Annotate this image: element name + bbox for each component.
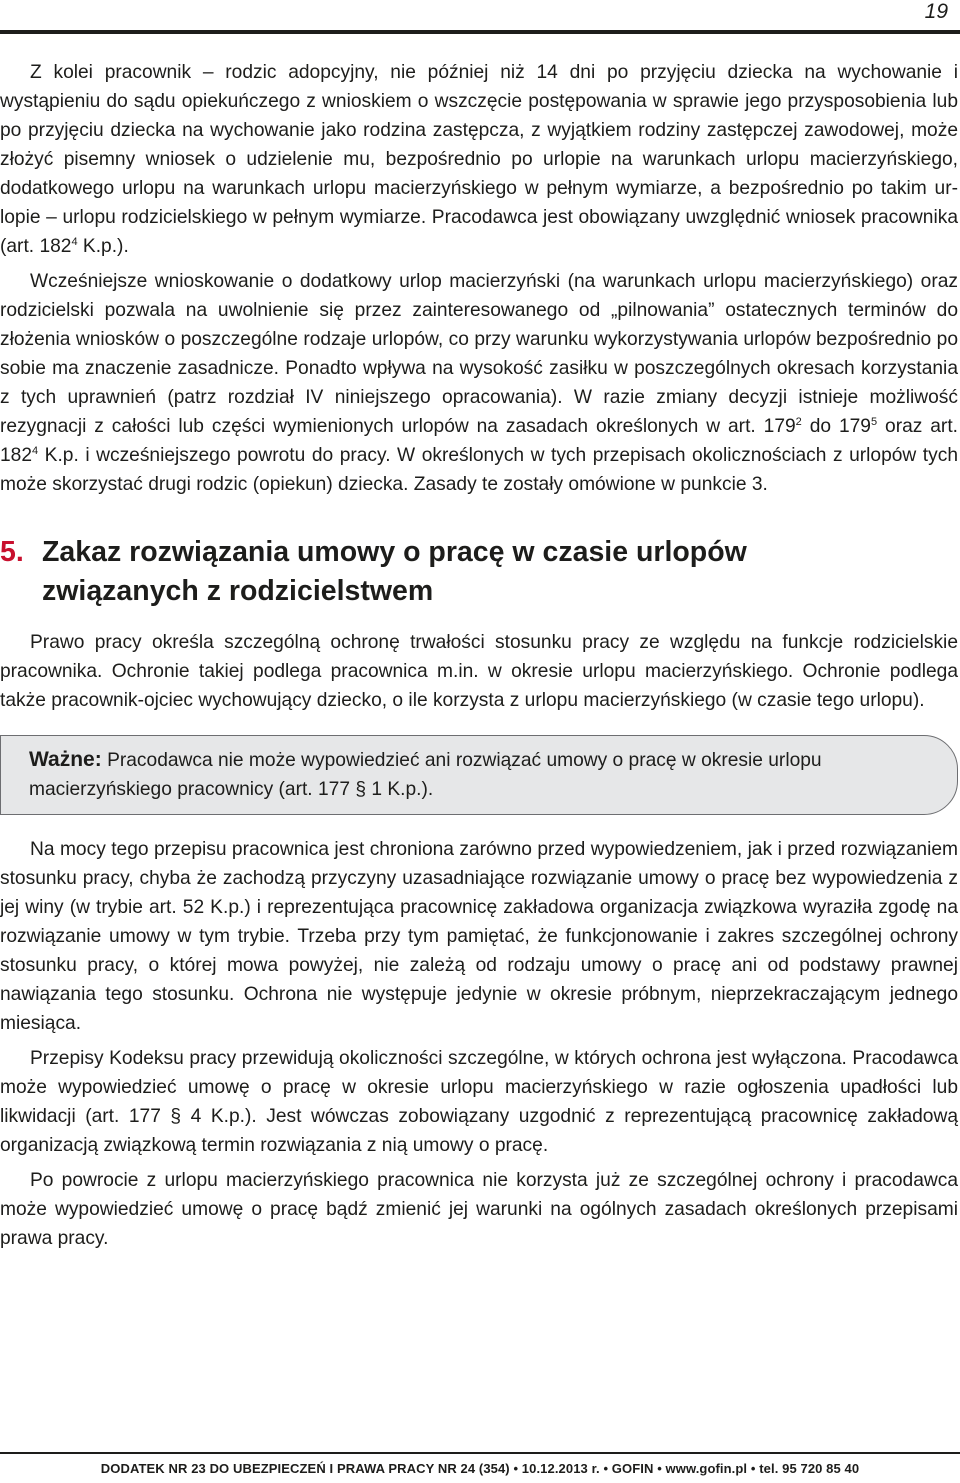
section-title-line-1: Zakaz rozwiązania umowy o pracę w czasie urlopów <box>42 536 747 568</box>
paragraph-text: Z kolei pracownik – rodzic adopcyjny, nie później niż 14 dni po przyjęciu dziecka na wychowanie i wystąpieniu do sądu opiekuńczego z wnioskiem o wszczęcie postępowania w sprawie jego przysposobienia lub po przyjęciu dziecka na wychowanie jako rodzina zastępcza, z wyjątkiem rodziny zastępczej zawodowej, może złożyć pisemny wniosek o udzielenie mu, bezpośrednio po urlopie na warunkach urlopu macierzyńskiego, dodatkowego urlopu na warunkach urlopu macierzyńskiego w pełnym wymiarze, a bezpośrednio po takim urlopie – urlopu rodzicielskiego w pełnym wymiarze. Pracodawca jest obowiązany uwzględnić wniosek pracownika (art. 182 <box>0 62 958 257</box>
paragraph-text: K.p. i wcześniejszego powrotu do pracy. W określonych w tych przepisach okolicznościach z urlopów tych może skorzystać drugi rodzic (opiekun) dziecka. Zasady te zostały omówione w punkcie 3. <box>0 445 958 495</box>
footer-rule <box>0 1452 960 1454</box>
article-body <box>0 58 958 1253</box>
paragraph-after-leave: Po powrocie z urlopu macierzyńskiego pracownica nie korzysta już ze szczególnej ochrony i pracodawca może wypowiedzieć umowę o pracę bądź zmienić jej warunki na ogólnych zasadach określonych przepisami prawa pracy. <box>0 1170 958 1249</box>
paragraph-early-application <box>0 267 958 499</box>
callout-text: Pracodawca nie może wypowiedzieć ani rozwiązać umowy o pracę w okresie urlopu macierzyńskiego pracownicy (art. 177 § 1 K.p.). <box>29 750 822 800</box>
section-number: 5. <box>0 536 24 568</box>
paragraph-protection-scope: Na mocy tego przepisu pracownica jest chroniona zarówno przed wypowiedzeniem, jak i przed rozwiązaniem stosunku pracy, chyba że zachodzą przyczyny uzasadniające rozwiązanie umowy o pracę bez wypowiedzenia z jej winy (w trybie art. 52 K.p.) i reprezentująca pracownicę zakładowa organizacja związkowa wyraziła zgodę na rozwiązanie umowy w tym trybie. Trzeba przy tym pamiętać, że funkcjonowanie i zakres szczególnej ochrony stosunku pracy, o której mowa powyżej, nie zależą od rodzaju umowy o pracę ani od podstawy prawnej nawiązania tego stosunku. Ochrona nie występuje jedynie w okresie próbnym, nieprzekraczającym jednego miesiąca. <box>0 839 958 1034</box>
paragraph-adoptive-parent <box>0 58 958 261</box>
superscript: 4 <box>71 236 78 248</box>
paragraph-text: K.p.). <box>77 236 129 257</box>
superscript: 4 <box>32 445 39 457</box>
page-footer: DODATEK NR 23 DO UBEZPIECZEŃ I PRAWA PRACY NR 24 (354) • 10.12.2013 r. • GOFIN • www.gofin.pl • tel. 95 720 85 40 <box>100 1461 860 1476</box>
callout-label: Ważne: <box>29 748 102 771</box>
paragraph-text: do 179 <box>801 416 871 437</box>
superscript: 2 <box>795 416 802 428</box>
important-callout <box>0 735 958 815</box>
page-number: 19 <box>924 0 948 23</box>
paragraph-exceptions: Przepisy Kodeksu pracy przewidują okoliczności szczególne, w których ochrona jest wyłączona. Pracodawca może wypowiedzieć umowę o pracę w okresie urlopu macierzyńskiego w razie ogłoszenia upadłości lub likwidacji (art. 177 § 4 K.p.). Jest wówczas zobowiązany uzgodnić z reprezentującą pracownicę zakładową organizacją związkową termin rozwiązania z nią umowy o pracę. <box>0 1048 958 1156</box>
paragraph-text: Wcześniejsze wnioskowanie o dodatkowy urlop macierzyński (na warunkach urlopu macierzyńskiego) oraz rodzicielski pozwala na uwolnienie się przez zainteresowanego od „pilnowania” ostatecznych terminów do złożenia wniosków o poszczególne rodzaje urlopów, co przy warunku wykorzystywania urlopów bezpośrednio po sobie ma znaczenie zasadnicze. Ponadto wpływa na wysokość zasiłku w poszczególnych okresach korzystania z tych uprawnień (patrz rozdział IV niniejszego opracowania). W razie zmiany decyzji istnieje możliwość rezygnacji z całości lub części wymienionych urlopów na zasadach określonych w art. 179 <box>0 271 958 437</box>
paragraph-section-intro: Prawo pracy określa szczególną ochronę trwałości stosunku pracy ze względu na funkcje rodzicielskie pracownika. Ochronie takiej podlega pracownica m.in. w okresie urlopu macierzyńskiego. Ochronie podlega także pracownik-ojciec wychowujący dziecko, o ile korzysta z urlopu macierzyńskiego (w czasie tego urlopu). <box>0 632 958 711</box>
paragraph-text: oraz art. 182 <box>0 416 958 466</box>
section-heading <box>0 533 958 611</box>
top-rule <box>0 30 960 34</box>
superscript: 5 <box>870 416 878 428</box>
section-title-line-2: związanych z rodzicielstwem <box>42 575 434 607</box>
